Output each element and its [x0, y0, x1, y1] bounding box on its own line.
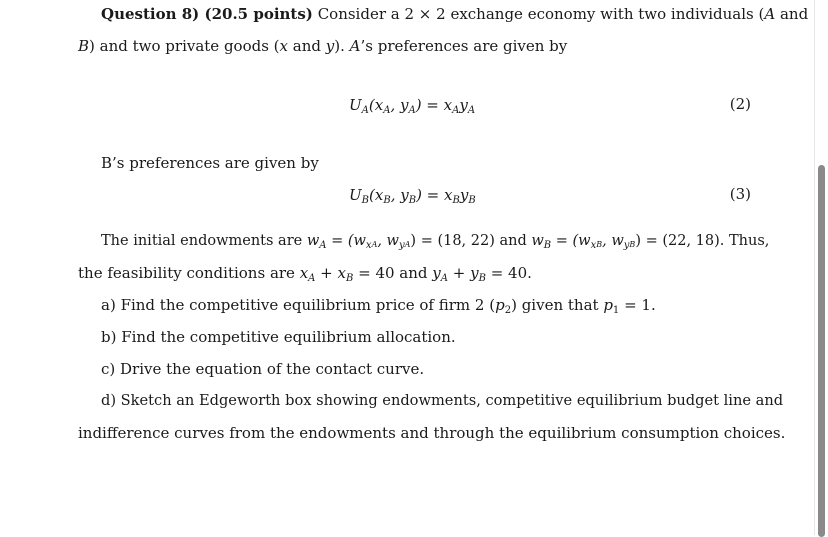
endowments-line-2 — [78, 263, 532, 289]
eq3-rhs-sub2: B — [468, 195, 476, 206]
eq2-args: (x — [368, 96, 384, 114]
feas-ya: y — [432, 264, 441, 282]
endow-wb: w — [531, 233, 544, 249]
part-a-text: a) Find the competitive equilibrium price of firm 2 ( — [101, 296, 496, 314]
eq2-args-end: ) = x — [415, 96, 453, 114]
part-a-p1: p — [603, 296, 613, 314]
eq3-args: (x — [369, 186, 384, 204]
eq2-args-sub2: A — [408, 105, 416, 116]
individual-a-2: A — [349, 37, 361, 55]
endowments-line-1 — [101, 231, 769, 256]
endow-comma-a: , w — [377, 233, 399, 249]
question-line-2 — [78, 36, 567, 56]
eq3-u: U — [349, 186, 362, 204]
endow-comma-b: , w — [602, 233, 624, 249]
equation-utility-a — [349, 95, 475, 121]
endow-val-a: ) = (18, 22) and — [410, 233, 532, 249]
eq3-u-sub: B — [361, 195, 370, 206]
eq3-rhs-y: y — [459, 186, 469, 204]
feas-ya-sub: A — [440, 273, 448, 284]
individual-a: A — [764, 5, 776, 23]
eq3-args-sub2: B — [408, 195, 417, 206]
part-c: c) Drive the equation of the contact curve. — [101, 360, 425, 378]
endow-wxb-sub: x — [590, 240, 597, 251]
question-line-1 — [101, 4, 808, 24]
individual-b: B — [78, 37, 90, 55]
part-d-line-2: indifference curves from the endowments and through the equilibrium consumption choices. — [78, 424, 786, 442]
endow-wyb-sub: y — [623, 240, 630, 251]
eq2-args-sub1: A — [383, 105, 391, 116]
eq3-rhs-sub1: B — [452, 195, 460, 206]
endow-eq-b: = (w — [551, 233, 591, 249]
feas-plus-y: + y — [448, 264, 479, 282]
feas-40-and: = 40 and — [353, 264, 433, 282]
endow-wxb-subsub: B — [596, 240, 603, 249]
part-a-p1-sub: 1 — [612, 305, 620, 316]
part-a-p2: p — [495, 296, 505, 314]
endow-wxa-sub: x — [365, 240, 372, 251]
equation-number-2: (2) — [729, 95, 751, 113]
question-intro-text: Consider a 2 × 2 exchange economy with two individuals ( — [317, 5, 765, 23]
scrollbar-thumb[interactable] — [818, 165, 825, 537]
endow-val-b: ) = (22, 18). Thus, — [635, 233, 770, 249]
endow-wyb-subsub: B — [629, 240, 636, 249]
eq2-rhs-sub1: A — [452, 105, 460, 116]
endow-wxa-subsub: A — [371, 240, 378, 249]
part-a — [101, 295, 656, 321]
eq2-rhs-sub2: A — [467, 105, 476, 116]
feas-xb-sub: B — [345, 273, 354, 284]
feas-xa-sub: A — [308, 273, 316, 284]
question-heading: Question 8) (20.5 points) — [101, 5, 313, 23]
goods-intro: ) and two private goods ( — [89, 37, 280, 55]
good-x: x — [279, 37, 289, 55]
part-b: b) Find the competitive equilibrium allocation. — [101, 328, 456, 346]
goods-close: ). — [334, 37, 350, 55]
endow-wb-sub: B — [543, 240, 552, 251]
b-preferences-line: B’s preferences are given by — [101, 154, 319, 172]
feas-xa: x — [299, 264, 309, 282]
eq2-args-mid: , y — [390, 96, 409, 114]
feas-40-end: = 40. — [485, 264, 532, 282]
endow-wya-sub: y — [398, 240, 405, 251]
endow-wa: w — [306, 233, 320, 249]
feas-plus-x: + x — [315, 264, 346, 282]
and-word-2: and — [288, 37, 326, 55]
eq2-u-sub: A — [361, 105, 369, 116]
part-d-line-1: d) Sketch an Edgeworth box showing endowments, competitive equilibrium budget line and — [101, 392, 784, 409]
endow-intro: The initial endowments are — [101, 233, 307, 249]
vertical-scrollbar[interactable] — [814, 0, 828, 535]
feasibility-intro: the feasibility conditions are — [78, 264, 300, 282]
eq2-rhs-y: y — [459, 96, 468, 114]
equation-number-3: (3) — [729, 185, 751, 203]
part-a-mid: ) given that — [511, 296, 604, 314]
and-word: and — [775, 5, 809, 23]
endow-wa-sub: A — [319, 240, 327, 251]
equation-utility-b — [349, 185, 476, 211]
eq3-args-sub1: B — [383, 195, 391, 206]
endow-wya-subsub: A — [404, 240, 411, 249]
endow-eq-a: = (w — [326, 233, 366, 249]
preferences-intro: ’s preferences are given by — [360, 37, 568, 55]
part-a-end: = 1. — [619, 296, 656, 314]
eq3-args-end: ) = x — [416, 186, 453, 204]
eq3-args-mid: , y — [390, 186, 409, 204]
good-y: y — [325, 37, 335, 55]
part-a-p2-sub: 2 — [504, 305, 512, 316]
eq2-u: U — [349, 96, 362, 114]
feas-yb-sub: B — [478, 273, 486, 284]
